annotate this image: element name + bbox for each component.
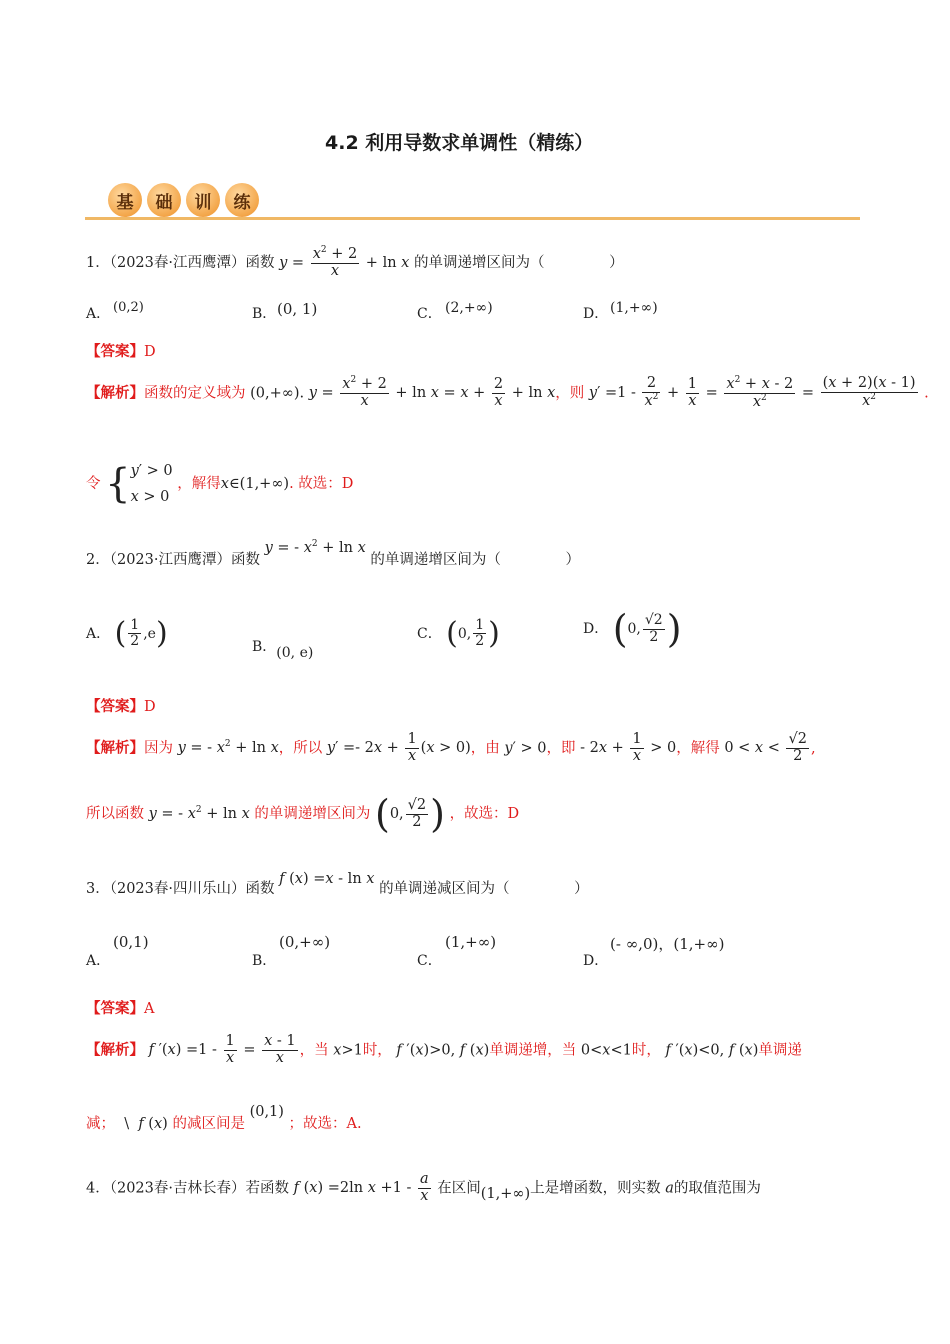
q2-stem-suffix: 的单调递增区间为（ bbox=[370, 552, 501, 568]
q2-option-b-value: (0, e) bbox=[276, 645, 314, 661]
q3-option-a[interactable]: A． bbox=[86, 953, 111, 969]
q1-domain: (0,+∞) bbox=[250, 385, 300, 402]
q1-option-a-value: (0,2) bbox=[113, 300, 144, 315]
section-rule bbox=[85, 217, 860, 220]
q3-option-b-value: (0,+∞) bbox=[279, 933, 331, 951]
section-badge-2: 础 bbox=[147, 183, 181, 217]
q1-option-a[interactable]: A． bbox=[86, 306, 111, 322]
q4-stem-prefix: 4．（2023春·吉林长春）若函数 bbox=[86, 1180, 289, 1197]
q2-option-d[interactable]: D． (0, $\frac{√2}{2}$ ) bbox=[583, 607, 682, 651]
q3-option-c-value: (1,+∞) bbox=[445, 933, 497, 951]
q3-option-d[interactable]: D． bbox=[583, 953, 609, 969]
q3-option-a-value: (0,1) bbox=[113, 933, 149, 951]
q3-conclusion: 减； \ f (x) 的减区间是 (0,1) ；故选：A. bbox=[86, 1104, 362, 1132]
q1-answer: 【答案】D bbox=[86, 343, 156, 360]
q3-option-b[interactable]: B． bbox=[252, 953, 277, 969]
q2-answer: 【答案】D bbox=[86, 698, 156, 715]
q3-stem-prefix: 3．（2023春·四川乐山）函数 bbox=[86, 881, 275, 897]
q2-stem: 2．（2023·江西鹰潭）函数 y = - $x^2 + \ln x$ 的单调递增区间为（ ） bbox=[86, 539, 580, 568]
q3-stem-suffix: 的单调递减区间为（ bbox=[379, 881, 510, 897]
q2-analysis: 【解析】因为 y = - $x^2 + \ln x$，所以 y′ =- 2x + $\frac{1}{x}$ (x > 0)，由 y′ > 0，即 - 2x + $\frac{1}{x}$ > 0，解得 0 < x < $\frac{√2}{2}$ , bbox=[86, 731, 816, 764]
q4-interval: (1,+∞) bbox=[480, 1186, 531, 1203]
q4-stem: 4．（2023春·吉林长春）若函数 f (x) =2ln x +1 - $\frac{a}{x}$ 在区间(1,+∞)上是增函数，则实数 a的取值范围为 bbox=[86, 1171, 761, 1204]
q2-stem-prefix: 2．（2023·江西鹰潭）函数 bbox=[86, 552, 260, 568]
q2-option-b[interactable]: B．(0, e) bbox=[252, 639, 314, 661]
q3-stem: 3．（2023春·四川乐山）函数 f (x) =x - ln x 的单调递减区间为（ ） bbox=[86, 871, 589, 897]
q1-option-b-value: (0, 1) bbox=[277, 300, 318, 318]
q1-option-c[interactable]: C． bbox=[417, 306, 442, 322]
q3-analysis: 【解析】 f ′(x) =1 - $\frac{1}{x}$ = $\frac{x - 1}{x}$ ，当 x>1时， f ′(x)>0, f (x)单调递增，当 0<x<1时， f ′(x)<0, f (x)单调递 bbox=[86, 1033, 802, 1066]
q3-option-d-value: (- ∞,0)，(1,+∞) bbox=[610, 935, 725, 953]
q1-option-d-value: (1,+∞) bbox=[610, 300, 658, 316]
doc-title: 4.2 利用导数求单调性（精练） bbox=[325, 132, 594, 154]
section-badge-1: 基 bbox=[108, 183, 142, 217]
section-badge-3: 训 bbox=[186, 183, 220, 217]
q1-option-d[interactable]: D． bbox=[583, 306, 609, 322]
q1-stem: 1．（2023春·江西鹰潭）函数 y = $\frac{x^2 + 2}{x}$ + ln x 的单调递增区间为（ ） bbox=[86, 245, 624, 279]
q2-option-c[interactable]: C． (0, $\frac{1}{2}$ ) bbox=[417, 615, 500, 651]
q1-conclusion: 令 {y′ > 0 x > 0 ，解得x∈(1,+∞). 故选：D bbox=[86, 461, 354, 508]
q2-conclusion: 所以函数 y = - $x^2 + \ln x$ 的单调递增区间为 (0, $\frac{√2}{2}$ ) ，故选：D bbox=[86, 792, 520, 836]
q3-option-c[interactable]: C． bbox=[417, 953, 442, 969]
section-badge-4: 练 bbox=[225, 183, 259, 217]
q3-answer: 【答案】A bbox=[86, 1000, 155, 1017]
q1-stem-prefix: 1．（2023春·江西鹰潭）函数 bbox=[86, 254, 275, 271]
q4-var: a bbox=[665, 1180, 674, 1197]
q1-option-c-value: (2,+∞) bbox=[445, 300, 493, 316]
q1-option-b[interactable]: B． bbox=[252, 306, 277, 322]
q2-option-a[interactable]: A． ( $\frac{1}{2}$ ,e) bbox=[86, 615, 168, 651]
q1-stem-suffix: 的单调递增区间为（ bbox=[413, 254, 545, 271]
q1-analysis: 【解析】函数的定义域为 (0,+∞). y = $\frac{x^2 + 2}{x}$ + ln x = x + $\frac{2}{x}$ + ln x，则 y′ =1 - $\frac{2}{x^2}$ + $\frac{1}{x}$ = $\frac{x^2 + x - 2}{x^2}$ = $\frac{(x + 2)(x - 1)}{x^2}$ . bbox=[86, 375, 929, 410]
